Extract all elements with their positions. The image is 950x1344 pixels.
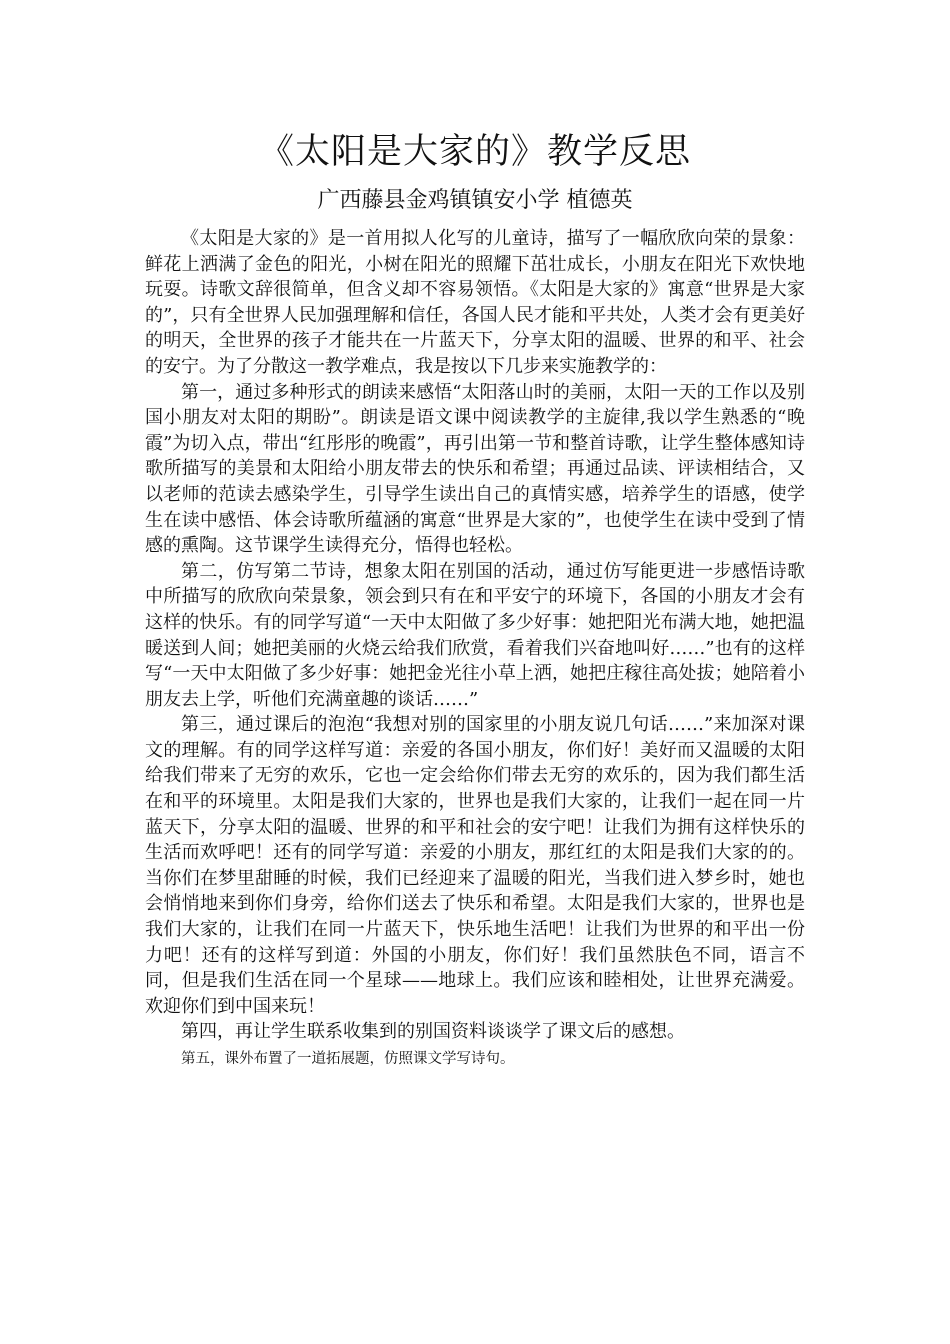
paragraph-intro: 《太阳是大家的》是一首用拟人化写的儿童诗，描写了一幅欣欣向荣的景象：鲜花上洒满了金色的阳光，小树在阳光的照耀下茁壮成长，小朋友在阳光下欢快地玩耍。诗歌文辞很简单，但含义却不容易领悟。《太阳是大家的》寓意“世界是大家的”，只有全世界人民加强理解和信任，各国人民才能和平共处，人类才会有更美好的明天，全世界的孩子才能共在一片蓝天下，分享太阳的温暖、世界的和平、社会的安宁。为了分散这一教学难点，我是按以下几步来实施教学的： <box>145 228 805 377</box>
paragraph-step-2: 第二，仿写第二节诗，想象太阳在别国的活动，通过仿写能更进一步感悟诗歌中所描写的欣欣向荣景象，领会到只有在和平安宁的环境下，各国的小朋友才会有这样的快乐。有的同学写道“一天中太阳做了多少好事：她把阳光布满大地，她把温暖送到人间；她把美丽的火烧云给我们欣赏，看着我们兴奋地叫好……”也有的这样写“一天中太阳做了多少好事：她把金光往小草上洒，她把庄稼往高处拔；她陪着小朋友去上学，听他们充满童趣的谈话……” <box>145 560 805 710</box>
paragraph-step-5: 第五，课外布置了一道拓展题，仿照课文学写诗句。 <box>181 1051 515 1067</box>
document-body <box>145 226 805 1071</box>
document-title: 《太阳是大家的》教学反思 <box>258 132 691 172</box>
paragraph-step-4: 第四，再让学生联系收集到的别国资料谈谈学了课文后的感想。 <box>181 1021 685 1043</box>
author-line: 广西藤县金鸡镇镇安小学 植德英 <box>317 188 633 213</box>
paragraph-step-1: 第一，通过多种形式的朗读来感悟“太阳落山时的美丽，太阳一天的工作以及别国小朋友对太阳的期盼”。朗读是语文课中阅读教学的主旋律,我以学生熟悉的“晚霞”为切入点，带出“红彤彤的晚霞”，再引出第一节和整首诗歌，让学生整体感知诗歌所描写的美景和太阳给小朋友带去的快乐和希望；再通过品读、评读相结合，又以老师的范读去感染学生，引导学生读出自己的真情实感，培养学生的语感，使学生在读中感悟、体会诗歌所蕴涵的寓意“世界是大家的”，也使学生在读中受到了情感的熏陶。这节课学生读得充分，悟得也轻松。 <box>145 381 805 557</box>
paragraph-step-3: 第三，通过课后的泡泡“我想对别的国家里的小朋友说几句话……”来加深对课文的理解。有的同学这样写道：亲爱的各国小朋友，你们好！美好而又温暖的太阳给我们带来了无穷的欢乐，它也一定会给你们带去无穷的欢乐的，因为我们都生活在和平的环境里。太阳是我们大家的，世界也是我们大家的，让我们一起在同一片蓝天下，分享太阳的温暖、世界的和平和社会的安宁吧！让我们为拥有这样快乐的生活而欢呼吧！还有的同学写道：亲爱的小朋友，那红红的太阳是我们大家的的。当你们在梦里甜睡的时候，我们已经迎来了温暖的阳光，当我们进入梦乡时，她也会悄悄地来到你们身旁，给你们送去了快乐和希望。太阳是我们大家的，世界也是我们大家的，让我们在同一片蓝天下，快乐地生活吧！让我们为世界的和平出一份力吧！还有的这样写到道：外国的小朋友，你们好！我们虽然肤色不同，语言不同，但是我们生活在同一个星球——地球上。我们应该和睦相处，让世界充满爱。欢迎你们到中国来玩！ <box>145 714 805 1017</box>
